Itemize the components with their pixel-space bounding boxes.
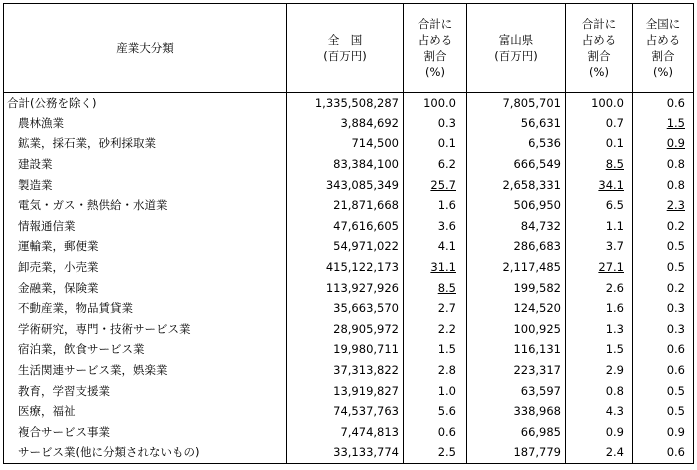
cell-value: 2.3 xyxy=(666,198,685,213)
cell-national-ratio xyxy=(633,216,694,237)
cell-value: 建設業 xyxy=(18,157,53,172)
header-toyama-line1: 富山県 xyxy=(498,33,534,47)
header-share-line2: 占める xyxy=(417,33,453,47)
cell-value: 1.6 xyxy=(605,301,624,316)
cell-value: 2.7 xyxy=(437,301,456,316)
cell-value: 4.3 xyxy=(605,404,624,419)
cell-value: 286,683 xyxy=(513,239,561,254)
header-tshare-line4: (%) xyxy=(589,65,609,79)
cell-toyama xyxy=(467,443,566,464)
header-share-line1: 合計に xyxy=(417,17,453,31)
cell-industry xyxy=(4,278,287,299)
header-tshare-line3: 割合 xyxy=(587,49,611,63)
cell-toyama xyxy=(467,175,566,196)
cell-value: 複合サービス事業 xyxy=(18,424,110,439)
cell-national xyxy=(287,319,404,340)
cell-value: 714,500 xyxy=(351,136,399,151)
cell-value: 666,549 xyxy=(513,157,561,172)
cell-value: 1.5 xyxy=(666,115,685,130)
cell-value: 66,985 xyxy=(520,424,561,439)
cell-value: 1.0 xyxy=(437,383,456,398)
cell-value: 3.7 xyxy=(605,239,624,254)
cell-value: 卸売業，小売業 xyxy=(18,260,99,275)
cell-toyama xyxy=(467,216,566,237)
header-toyama-share xyxy=(566,4,633,93)
cell-value: 0.6 xyxy=(437,424,456,439)
header-toyama xyxy=(467,4,566,93)
table-row xyxy=(4,422,694,443)
cell-value: 25.7 xyxy=(430,177,456,192)
cell-national-ratio xyxy=(633,381,694,402)
cell-value: 13,919,827 xyxy=(333,383,399,398)
cell-toyama-share xyxy=(566,237,633,258)
cell-toyama-share xyxy=(566,422,633,443)
cell-national-share xyxy=(404,340,467,361)
cell-toyama xyxy=(467,319,566,340)
cell-value: 113,927,926 xyxy=(325,280,399,295)
cell-value: 2.4 xyxy=(605,445,624,460)
cell-national xyxy=(287,401,404,422)
cell-national xyxy=(287,237,404,258)
header-nat-line1: 全国に xyxy=(645,17,681,31)
cell-toyama-share xyxy=(566,319,633,340)
cell-value: 0.5 xyxy=(666,383,685,398)
cell-value: 6.2 xyxy=(437,157,456,172)
cell-toyama xyxy=(467,237,566,258)
cell-value: 47,616,605 xyxy=(333,218,399,233)
table-row xyxy=(4,401,694,422)
header-share-line3: 割合 xyxy=(423,49,447,63)
cell-value: 1.5 xyxy=(605,342,624,357)
cell-industry xyxy=(4,401,287,422)
cell-toyama-share xyxy=(566,257,633,278)
cell-value: 0.9 xyxy=(666,424,685,439)
cell-toyama-share xyxy=(566,360,633,381)
cell-value: 宿泊業，飲食サービス業 xyxy=(18,342,145,357)
cell-national-share xyxy=(404,237,467,258)
cell-value: 83,384,100 xyxy=(333,157,399,172)
cell-national xyxy=(287,113,404,134)
cell-value: 0.5 xyxy=(666,404,685,419)
cell-industry xyxy=(4,195,287,216)
cell-value: 生活関連サービス業，娯楽業 xyxy=(18,363,168,378)
cell-value: 2.8 xyxy=(437,363,456,378)
cell-value: 2.6 xyxy=(605,280,624,295)
cell-industry xyxy=(4,257,287,278)
cell-value: 199,582 xyxy=(513,280,561,295)
cell-toyama xyxy=(467,340,566,361)
header-industry-label: 産業大分類 xyxy=(116,41,174,55)
cell-toyama-share xyxy=(566,134,633,155)
cell-national xyxy=(287,195,404,216)
cell-value: 0.8 xyxy=(605,383,624,398)
cell-value: 7,805,701 xyxy=(502,95,561,110)
table-row xyxy=(4,195,694,216)
header-industry xyxy=(4,4,287,93)
cell-toyama-share xyxy=(566,195,633,216)
table-row xyxy=(4,175,694,196)
cell-value: 不動産業，物品賃貸業 xyxy=(18,301,133,316)
table-row xyxy=(4,319,694,340)
cell-national xyxy=(287,154,404,175)
cell-value: 1,335,508,287 xyxy=(314,95,399,110)
cell-national xyxy=(287,278,404,299)
cell-value: 8.5 xyxy=(605,157,624,172)
cell-industry xyxy=(4,175,287,196)
cell-toyama-share xyxy=(566,216,633,237)
cell-national-ratio xyxy=(633,443,694,464)
cell-value: 3,884,692 xyxy=(340,115,399,130)
cell-value: 0.7 xyxy=(605,115,624,130)
cell-national-share xyxy=(404,401,467,422)
cell-value: 56,631 xyxy=(520,115,561,130)
cell-national-ratio xyxy=(633,340,694,361)
cell-value: 5.6 xyxy=(437,404,456,419)
cell-industry xyxy=(4,319,287,340)
cell-industry xyxy=(4,422,287,443)
cell-value: 7,474,813 xyxy=(340,424,399,439)
cell-value: 124,520 xyxy=(513,301,561,316)
cell-industry xyxy=(4,443,287,464)
cell-value: 0.5 xyxy=(666,239,685,254)
cell-national-share xyxy=(404,154,467,175)
table-row xyxy=(4,93,694,114)
cell-value: 28,905,972 xyxy=(333,321,399,336)
cell-toyama-share xyxy=(566,278,633,299)
cell-value: 1.3 xyxy=(605,321,624,336)
cell-toyama xyxy=(467,401,566,422)
cell-value: 1.6 xyxy=(437,198,456,213)
cell-national-ratio xyxy=(633,257,694,278)
cell-toyama-share xyxy=(566,93,633,114)
cell-national-ratio xyxy=(633,298,694,319)
cell-value: 116,131 xyxy=(513,342,561,357)
cell-value: 19,980,711 xyxy=(333,342,399,357)
cell-national-share xyxy=(404,257,467,278)
cell-value: 63,597 xyxy=(520,383,561,398)
cell-national-share xyxy=(404,381,467,402)
cell-value: 27.1 xyxy=(598,260,624,275)
cell-toyama-share xyxy=(566,113,633,134)
cell-value: 33,133,774 xyxy=(333,445,399,460)
cell-toyama-share xyxy=(566,298,633,319)
table-row xyxy=(4,360,694,381)
cell-industry xyxy=(4,113,287,134)
cell-industry xyxy=(4,340,287,361)
table-row xyxy=(4,113,694,134)
cell-national-ratio xyxy=(633,237,694,258)
cell-value: 医療，福祉 xyxy=(18,404,76,419)
cell-value: 教育，学習支援業 xyxy=(18,383,110,398)
cell-value: 223,317 xyxy=(513,363,561,378)
cell-toyama xyxy=(467,154,566,175)
cell-toyama xyxy=(467,134,566,155)
cell-value: 100,925 xyxy=(513,321,561,336)
table-row xyxy=(4,257,694,278)
cell-national-share xyxy=(404,93,467,114)
cell-value: 31.1 xyxy=(430,260,456,275)
cell-national-share xyxy=(404,319,467,340)
cell-industry xyxy=(4,381,287,402)
cell-toyama-share xyxy=(566,381,633,402)
cell-toyama xyxy=(467,257,566,278)
cell-national xyxy=(287,257,404,278)
cell-toyama xyxy=(467,360,566,381)
cell-national xyxy=(287,298,404,319)
cell-value: 343,085,349 xyxy=(325,177,399,192)
cell-value: サービス業(他に分類されないもの) xyxy=(18,445,200,460)
cell-value: 74,537,763 xyxy=(333,404,399,419)
cell-value: 0.5 xyxy=(666,260,685,275)
cell-value: 0.6 xyxy=(666,95,685,110)
cell-value: 0.8 xyxy=(666,157,685,172)
cell-toyama xyxy=(467,422,566,443)
cell-national xyxy=(287,134,404,155)
cell-value: 0.9 xyxy=(666,136,685,151)
cell-national-share xyxy=(404,175,467,196)
cell-national-ratio xyxy=(633,319,694,340)
cell-value: 2,117,485 xyxy=(502,260,561,275)
cell-national-share xyxy=(404,360,467,381)
header-row xyxy=(4,4,694,93)
table-row xyxy=(4,298,694,319)
cell-value: 0.3 xyxy=(666,301,685,316)
cell-value: 2.2 xyxy=(437,321,456,336)
cell-national xyxy=(287,443,404,464)
cell-value: 0.3 xyxy=(666,321,685,336)
cell-national xyxy=(287,422,404,443)
table-row xyxy=(4,443,694,464)
cell-toyama-share xyxy=(566,340,633,361)
cell-value: 電気・ガス・熱供給・水道業 xyxy=(18,198,168,213)
header-national-ratio xyxy=(633,4,694,93)
cell-value: 合計(公務を除く) xyxy=(7,95,97,110)
cell-toyama xyxy=(467,93,566,114)
cell-value: 0.2 xyxy=(666,280,685,295)
cell-toyama xyxy=(467,113,566,134)
cell-value: 84,732 xyxy=(520,218,561,233)
cell-industry xyxy=(4,93,287,114)
header-nat-line4: (%) xyxy=(653,65,673,79)
header-tshare-line2: 占める xyxy=(581,33,617,47)
table-row xyxy=(4,134,694,155)
header-nat-line2: 占める xyxy=(645,33,681,47)
cell-value: 6.5 xyxy=(605,198,624,213)
header-share-line4: (%) xyxy=(425,65,445,79)
cell-industry xyxy=(4,298,287,319)
cell-value: 4.1 xyxy=(437,239,456,254)
cell-value: 鉱業，採石業，砂利採取業 xyxy=(18,136,156,151)
header-national xyxy=(287,4,404,93)
cell-value: 2.5 xyxy=(437,445,456,460)
cell-value: 運輸業，郵便業 xyxy=(18,239,99,254)
cell-national-share xyxy=(404,443,467,464)
cell-national-ratio xyxy=(633,401,694,422)
cell-value: 54,971,022 xyxy=(333,239,399,254)
cell-value: 0.9 xyxy=(605,424,624,439)
table-row xyxy=(4,278,694,299)
cell-toyama-share xyxy=(566,401,633,422)
cell-value: 農林漁業 xyxy=(18,115,64,130)
cell-value: 製造業 xyxy=(18,177,53,192)
cell-national-ratio xyxy=(633,154,694,175)
cell-value: 0.3 xyxy=(437,115,456,130)
header-nat-line3: 割合 xyxy=(651,49,675,63)
header-national-line2: (百万円) xyxy=(323,49,367,63)
cell-national-ratio xyxy=(633,175,694,196)
cell-value: 338,968 xyxy=(513,404,561,419)
cell-toyama xyxy=(467,381,566,402)
cell-value: 情報通信業 xyxy=(18,218,76,233)
cell-value: 1.5 xyxy=(437,342,456,357)
cell-national-ratio xyxy=(633,422,694,443)
cell-value: 2,658,331 xyxy=(502,177,561,192)
cell-industry xyxy=(4,237,287,258)
cell-value: 金融業，保険業 xyxy=(18,280,99,295)
cell-national-ratio xyxy=(633,195,694,216)
cell-national xyxy=(287,360,404,381)
cell-toyama-share xyxy=(566,443,633,464)
cell-toyama xyxy=(467,195,566,216)
cell-value: 学術研究，専門・技術サービス業 xyxy=(18,321,191,336)
cell-value: 100.0 xyxy=(591,95,624,110)
cell-industry xyxy=(4,216,287,237)
header-toyama-line2: (百万円) xyxy=(494,49,538,63)
table-body xyxy=(4,93,694,464)
cell-national-share xyxy=(404,113,467,134)
cell-toyama xyxy=(467,278,566,299)
cell-value: 0.6 xyxy=(666,342,685,357)
cell-national-share xyxy=(404,278,467,299)
cell-value: 0.1 xyxy=(605,136,624,151)
cell-national xyxy=(287,216,404,237)
cell-value: 8.5 xyxy=(437,280,456,295)
table-row xyxy=(4,340,694,361)
cell-toyama xyxy=(467,298,566,319)
table-row xyxy=(4,237,694,258)
table-row xyxy=(4,381,694,402)
cell-value: 0.6 xyxy=(666,363,685,378)
cell-national-share xyxy=(404,298,467,319)
cell-value: 21,871,668 xyxy=(333,198,399,213)
cell-value: 3.6 xyxy=(437,218,456,233)
header-national-share xyxy=(404,4,467,93)
cell-national-ratio xyxy=(633,278,694,299)
cell-national-share xyxy=(404,195,467,216)
cell-value: 415,122,173 xyxy=(325,260,399,275)
cell-value: 100.0 xyxy=(423,95,456,110)
cell-national-share xyxy=(404,134,467,155)
cell-national xyxy=(287,93,404,114)
cell-value: 506,950 xyxy=(513,198,561,213)
industry-sales-table xyxy=(3,3,694,464)
cell-value: 0.1 xyxy=(437,136,456,151)
cell-industry xyxy=(4,154,287,175)
cell-industry xyxy=(4,134,287,155)
cell-value: 2.9 xyxy=(605,363,624,378)
cell-national xyxy=(287,175,404,196)
cell-national-share xyxy=(404,422,467,443)
cell-value: 37,313,822 xyxy=(333,363,399,378)
cell-value: 34.1 xyxy=(598,177,624,192)
cell-national xyxy=(287,381,404,402)
cell-value: 1.1 xyxy=(605,218,624,233)
cell-toyama-share xyxy=(566,175,633,196)
cell-national-ratio xyxy=(633,113,694,134)
cell-value: 0.6 xyxy=(666,445,685,460)
cell-industry xyxy=(4,360,287,381)
cell-value: 35,663,570 xyxy=(333,301,399,316)
cell-toyama-share xyxy=(566,154,633,175)
header-tshare-line1: 合計に xyxy=(581,17,617,31)
cell-national xyxy=(287,340,404,361)
cell-national-share xyxy=(404,216,467,237)
cell-value: 187,779 xyxy=(513,445,561,460)
cell-national-ratio xyxy=(633,360,694,381)
table-row xyxy=(4,216,694,237)
cell-value: 0.2 xyxy=(666,218,685,233)
cell-value: 6,536 xyxy=(528,136,561,151)
cell-national-ratio xyxy=(633,93,694,114)
header-national-line1: 全 国 xyxy=(327,33,363,47)
cell-national-ratio xyxy=(633,134,694,155)
table-row xyxy=(4,154,694,175)
cell-value: 0.8 xyxy=(666,177,685,192)
